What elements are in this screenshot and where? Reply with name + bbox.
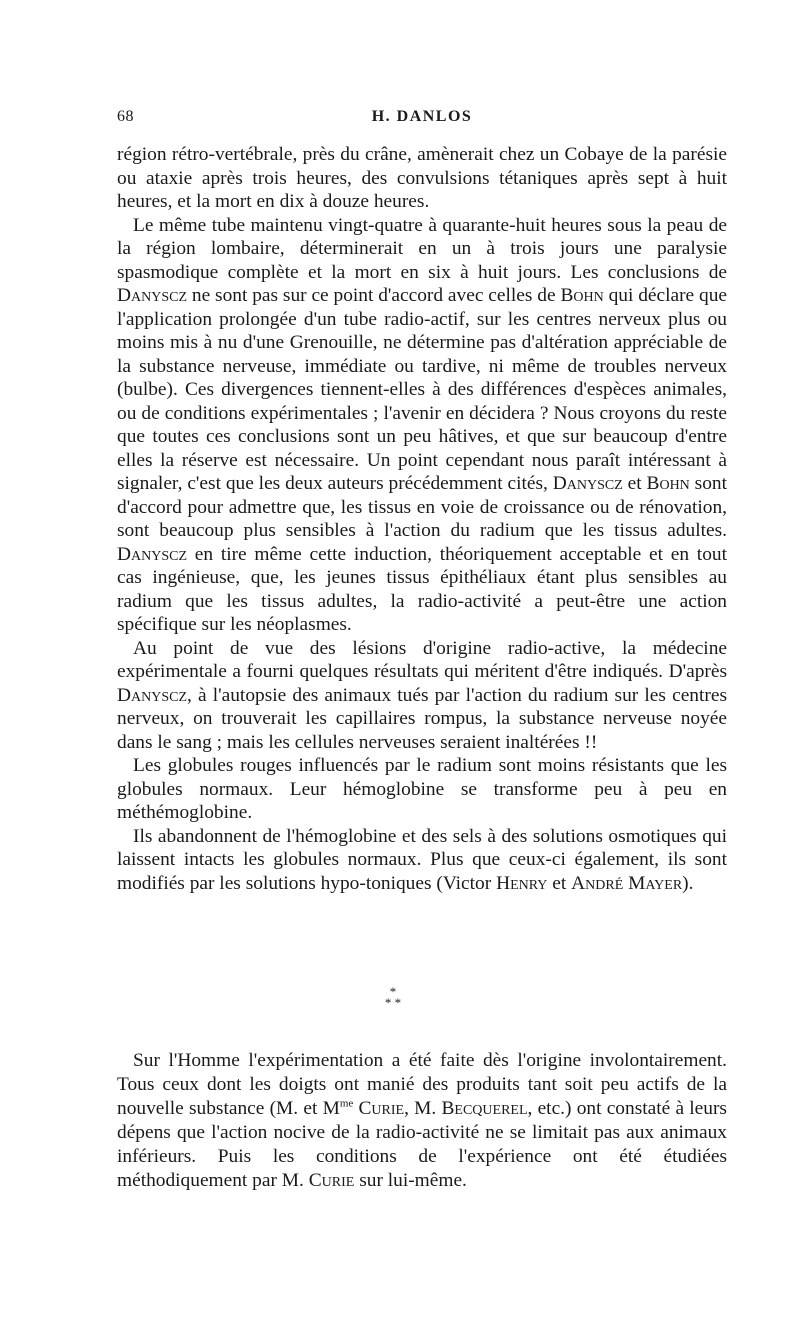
paragraph-4: Les globules rouges influencés par le radium sont moins résistants que les globules normaux. Leur hémoglobine se transforme peu à peu en méthémoglobine. — [117, 755, 727, 823]
paragraph-3-text-2: , à l'autopsie des animaux tués par l'action du radium sur les centres nerveux, on trouverait les capillaires rompus, la substance nerveuse noyée dans le sang ; mais les cellules nerveuses seraient inaltérées !! — [117, 684, 727, 753]
running-head: H. DANLOS — [371, 108, 473, 125]
author-bohn: Bohn — [560, 285, 604, 306]
paragraph-6 — [117, 1049, 727, 1193]
paragraph-2-text-3: qui déclare que l'application prolongée d'un tube radio-actif, sur les centres nerveux plus ou moins mis à nu d'une Grenouille, ne détermine pas d'altération appréciable de la substance nerveuse, immédiate ou tardive, ni même de troubles nerveux (bulbe). Ces divergences tiennent-elles à des différences d'espèces animales, ou de conditions expérimentales ; l'avenir en décidera ? Nous croyons du reste que toutes ces conclusions sont un peu hâtives, et que sur beaucoup d'entre elles la réserve est nécessaire. Un point cependant nous paraît intéressant à signaler, c'est que les deux auteurs précédemment cités, — [117, 285, 727, 494]
author-danyscz: Danyscz — [552, 473, 623, 494]
page-number: 68 — [117, 108, 134, 125]
paragraph-2 — [117, 214, 727, 637]
paragraph-5-text-3: ). — [682, 872, 694, 894]
paragraph-3 — [117, 637, 727, 755]
section-asterism — [373, 986, 413, 1008]
author-curie: Curie — [358, 1098, 405, 1119]
author-danyscz: Danyscz — [117, 543, 188, 565]
superscript-me: me — [339, 1097, 354, 1110]
paragraph-2-text-6: en tire même cette induction, théoriquement acceptable et en tout cas ingénieuse, que, les jeunes tissus épithéliaux étant plus sensibles au radium que les tissus adultes, la radio-activité a peut-être une action spécifique sur les néoplasmes. — [117, 543, 727, 635]
author-andre-mayer: André Mayer — [571, 872, 683, 894]
asterism-top: * — [389, 984, 397, 999]
author-henry: Henry — [496, 872, 548, 894]
paragraph-5-text-1: Ils abandonnent de l'hémoglobine et des sels à des solutions osmotiques qui laissent intacts les globules normaux. Plus que ceux-ci également, ils sont modifiés par les solutions hypo-toniques (Victor — [117, 825, 727, 894]
paragraph-6-text-1: Sur l'Homme l'expérimentation a été faite dès l'origine involontairement. Tous ceux dont les doigts ont manié des produits tant soit peu actifs de la nouvelle substance (M. et M — [117, 1050, 727, 1119]
paragraph-2-text-1: Le même tube maintenu vingt-quatre à quarante-huit heures sous la peau de la région lombaire, déterminerait en un à trois jours une paralysie spasmodique complète et la mort en six à huit jours. Les conclusions de — [117, 214, 727, 283]
paragraph-6-text-3: , etc.) ont constaté à leurs dépens que l'action nocive de la radio-activité ne se limitait pas aux animaux inférieurs. Puis les conditions de l'expérience ont été étudiées méthodiquement par M. — [117, 1098, 727, 1191]
page-header — [117, 108, 727, 132]
author-danyscz: Danyscz — [117, 684, 188, 706]
paragraph-2-text-5: sont d'accord pour admettre que, les tissus en voie de croissance ou de rénovation, sont beaucoup plus sensibles à l'action du radium que les tissus adultes. — [117, 473, 727, 541]
body-text — [117, 143, 727, 895]
asterism-bottom: * * — [384, 995, 402, 1010]
section-text — [117, 1049, 727, 1193]
author-becquerel: Becquerel — [441, 1098, 528, 1119]
paragraph-6-text-4: sur lui-même. — [359, 1170, 467, 1191]
author-curie: Curie — [308, 1170, 355, 1191]
author-danyscz: Danyscz — [117, 285, 188, 306]
paragraph-5 — [117, 825, 727, 896]
paragraph-3-text-1: Au point de vue des lésions d'origine radio-active, la médecine expérimentale a fourni quelques résultats qui méritent d'être indiqués. D'après — [117, 637, 727, 682]
paragraph-2-text-4: et — [627, 473, 642, 494]
author-bohn: Bohn — [646, 473, 690, 494]
paragraph-5-text-2: et — [552, 872, 567, 894]
paragraph-2-text-2: ne sont pas sur ce point d'accord avec celles de — [191, 285, 556, 306]
paragraph-1: région rétro-vertébrale, près du crâne, amènerait chez un Cobaye de la parésie ou ataxie après trois heures, des convulsions tétaniques après sept à huit heures, et la mort en dix à douze heures. — [117, 144, 727, 212]
paragraph-6-text-2: , M. — [404, 1098, 437, 1119]
